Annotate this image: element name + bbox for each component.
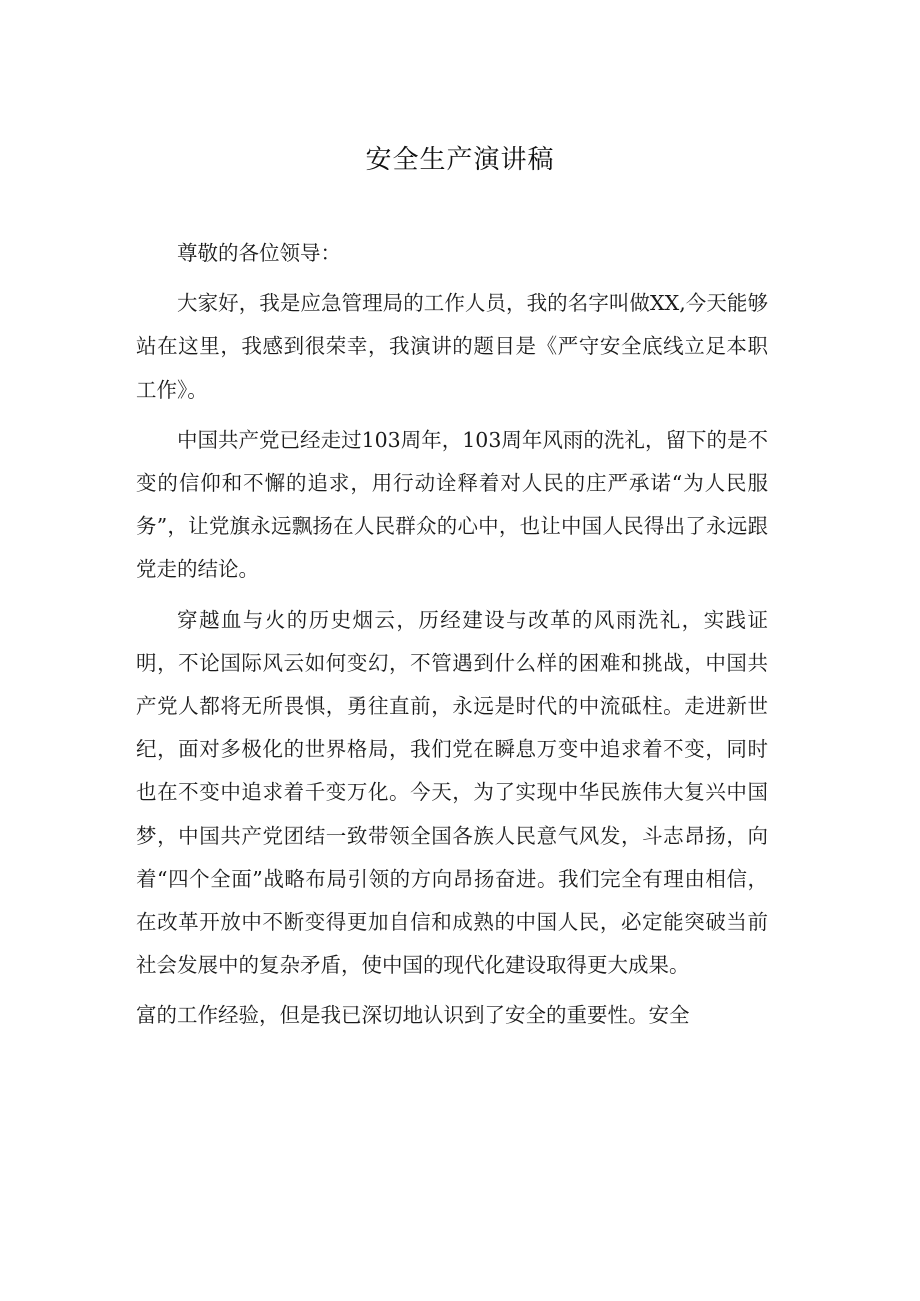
safety-paragraph: 富的工作经验，但是我已深切地认识到了安全的重要性。安全 [136,1003,690,1028]
salutation-paragraph: 尊敬的各位领导： [177,241,341,265]
document-body [136,232,768,1045]
party-history-paragraph: 中国共产党已经走过103周年，103周年风雨的洗礼，留下的是不变的信仰和不懈的追求，用行动诠释着对人民的庄严承诺“为人民服务”，让党旗永远飘扬在人民群众的心中，也让中国人民得出了永远跟党走的结论。 [136,427,768,582]
reform-paragraph: 穿越血与火的历史烟云，历经建设与改革的风雨洗礼，实践证明，不论国际风云如何变幻，不管遇到什么样的困难和挑战，中国共产党人都将无所畏惧，勇往直前，永远是时代的中流砥柱。走进新世纪，面对多极化的世界格局，我们党在瞬息万变中追求着不变，同时也在不变中追求着千变万化。今天，为了实现中华民族伟大复兴中国梦，中国共产党团结一致带领全国各族人民意气风发，斗志昂扬，向着“四个全面”战略布局引领的方向昂扬奋进。我们完全有理由相信，在改革开放中不断变得更加自信和成熟的中国人民，必定能突破当前社会发展中的复杂矛盾，使中国的现代化建设取得更大成果。 [136,607,768,978]
intro-paragraph: 大家好，我是应急管理局的工作人员，我的名字叫做XX,今天能够站在这里，我感到很荣幸，我演讲的题目是《严守安全底线立足本职工作》。 [136,291,768,402]
document-title: 安全生产演讲稿 [365,145,555,175]
